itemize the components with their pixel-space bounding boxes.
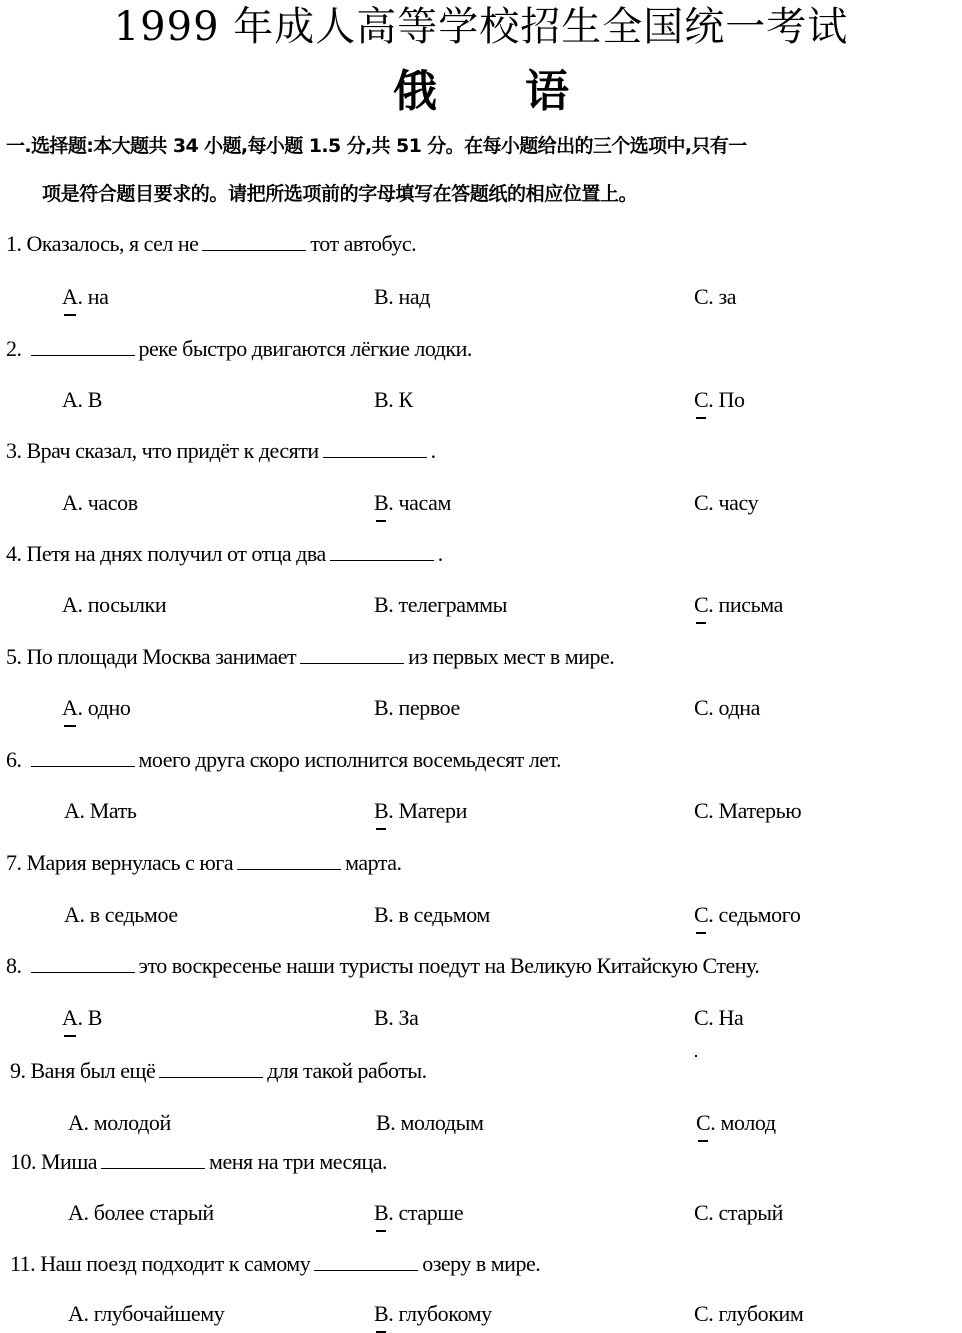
question-text: марта. [345, 850, 402, 875]
option-letter: B [374, 387, 389, 412]
option-letter-marked: A [62, 1005, 78, 1030]
option-text: . часу [708, 490, 759, 515]
option-letter-marked: A [62, 695, 78, 720]
option-b [374, 591, 507, 619]
subject-char-1: 俄 [393, 66, 437, 117]
question-text: для такой работы. [267, 1058, 427, 1083]
option-b [374, 1004, 418, 1032]
question-text: Петя на днях получил от отца два [26, 541, 326, 566]
option-c [694, 591, 783, 619]
option-text: . за [708, 284, 737, 309]
question-6 [6, 746, 561, 774]
option-a [62, 283, 108, 311]
question-text: реке быстро двигаются лёгкие лодки. [138, 336, 472, 361]
option-letter: C [694, 798, 709, 823]
option-letter: B [374, 592, 389, 617]
option-letter: C [694, 490, 709, 515]
question-text: Мария вернулась с юга [26, 850, 234, 875]
option-text: . в седьмом [388, 902, 490, 927]
question-text: из первых мест в мире. [408, 644, 615, 669]
option-letter: C [694, 695, 709, 720]
option-text: . Матери [388, 798, 467, 823]
question-number: 10. [10, 1149, 41, 1174]
option-a [64, 901, 178, 929]
option-text: . молодой [83, 1110, 171, 1135]
option-text: . более старый [83, 1200, 214, 1225]
question-text: По площади Москва занимает [26, 644, 297, 669]
question-number: 3. [6, 438, 27, 463]
option-b [374, 386, 413, 414]
option-letter: B [376, 1110, 391, 1135]
question-number: 7. [6, 850, 27, 875]
option-text: . посылки [77, 592, 167, 617]
option-b [374, 283, 430, 311]
option-letter-marked: C [694, 902, 709, 927]
option-a [68, 1300, 224, 1328]
option-text: . Матерью [708, 798, 802, 823]
option-text: . За [388, 1005, 419, 1030]
option-a [68, 1199, 214, 1227]
option-letter-marked: B [374, 1200, 389, 1225]
option-text: . на [77, 284, 109, 309]
option-text: . В [77, 387, 102, 412]
option-letter: C [694, 1301, 709, 1326]
question-text: это воскресенье наши туристы поедут на Великую Китайскую Стену. [138, 953, 760, 978]
question-number: 4. [6, 541, 27, 566]
option-letter-marked: C [696, 1110, 711, 1135]
exam-title: 1999 年成人高等学校招生全国统一考试 [113, 4, 849, 50]
option-c [696, 1109, 776, 1137]
question-text: тот автобус. [310, 231, 417, 256]
option-text: . молодым [390, 1110, 484, 1135]
option-letter: A [68, 1200, 84, 1225]
option-c [694, 489, 758, 517]
question-10 [10, 1148, 387, 1176]
question-1 [6, 230, 416, 258]
option-letter: A [62, 490, 78, 515]
option-c [694, 1199, 783, 1227]
option-text: . седьмого [708, 902, 801, 927]
question-11 [10, 1250, 540, 1278]
option-b [374, 489, 451, 517]
question-text: . [430, 438, 436, 463]
option-a [62, 1004, 102, 1032]
question-text: меня на три месяца. [209, 1149, 387, 1174]
option-letter-marked: B [374, 798, 389, 823]
option-letter-marked: B [374, 490, 389, 515]
option-text: . На [708, 1005, 744, 1030]
answer-blank [202, 232, 306, 251]
question-text: Врач сказал, что придёт к десяти [26, 438, 319, 463]
option-text: . молод [710, 1110, 776, 1135]
answer-blank [31, 337, 135, 356]
question-text: озеру в мире. [422, 1251, 541, 1276]
question-number: 1. [6, 231, 27, 256]
option-text: . одно [77, 695, 131, 720]
option-b [374, 1300, 492, 1328]
question-4 [6, 540, 443, 568]
answer-blank [31, 954, 135, 973]
option-letter-marked: C [694, 387, 709, 412]
question-5 [6, 643, 614, 671]
option-text: . старый [708, 1200, 784, 1225]
option-text: . К [388, 387, 413, 412]
option-text: . в седьмое [79, 902, 178, 927]
answer-blank [237, 851, 341, 870]
option-letter-marked: B [374, 1301, 389, 1326]
option-text: . первое [388, 695, 460, 720]
question-number: 9. [10, 1058, 31, 1083]
question-text: . [437, 541, 443, 566]
question-number: 6. [6, 747, 27, 772]
answer-blank [300, 645, 404, 664]
option-b [376, 1109, 484, 1137]
option-letter: A [62, 592, 78, 617]
option-a [62, 694, 130, 722]
option-a [62, 489, 138, 517]
option-letter: A [68, 1110, 84, 1135]
option-text: . письма [708, 592, 783, 617]
option-c [694, 1004, 743, 1032]
question-8 [6, 952, 759, 980]
option-b [374, 797, 467, 825]
option-letter: C [694, 1200, 709, 1225]
option-letter: A [64, 798, 80, 823]
question-2 [6, 335, 472, 363]
option-letter-marked: C [694, 592, 709, 617]
answer-blank [330, 542, 434, 561]
section-instruction-line1: 一.选择题:本大题共 34 小题,每小题 1.5 分,共 51 分。在每小题给出的三个选项中,只有一 [6, 135, 747, 157]
option-text: . В [77, 1005, 102, 1030]
option-a [68, 1109, 171, 1137]
option-c [694, 797, 801, 825]
question-text: Оказалось, я сел не [26, 231, 199, 256]
option-b [374, 1199, 463, 1227]
option-c [694, 283, 736, 311]
answer-blank [159, 1059, 263, 1078]
option-text: . глубоким [708, 1301, 804, 1326]
option-text: . старше [388, 1200, 464, 1225]
option-letter: B [374, 695, 389, 720]
option-letter: C [694, 1005, 709, 1030]
answer-blank [323, 439, 427, 458]
answer-blank [31, 748, 135, 767]
option-letter-marked: A [62, 284, 78, 309]
option-text: . Мать [79, 798, 137, 823]
option-a [62, 591, 166, 619]
option-c [694, 386, 745, 414]
question-number: 5. [6, 644, 27, 669]
question-number: 2. [6, 336, 27, 361]
option-c [694, 901, 800, 929]
option-text: . глубочайшему [83, 1301, 225, 1326]
question-text: Миша [41, 1149, 98, 1174]
question-text: моего друга скоро исполнится восемьдесят лет. [138, 747, 562, 772]
subject-char-2: 语 [525, 66, 569, 117]
answer-blank [101, 1150, 205, 1169]
question-3 [6, 437, 436, 465]
question-text: Наш поезд подходит к самому [40, 1251, 311, 1276]
option-text: . По [708, 387, 745, 412]
option-letter: B [374, 284, 389, 309]
answer-blank [314, 1252, 418, 1271]
question-number: 11. [10, 1251, 41, 1276]
option-letter: B [374, 1005, 389, 1030]
subject-heading [0, 64, 962, 120]
option-text: . одна [708, 695, 760, 720]
option-text: . часам [388, 490, 452, 515]
question-number: 8. [6, 953, 27, 978]
option-letter: A [68, 1301, 84, 1326]
option-c [694, 1300, 803, 1328]
option-letter: A [62, 387, 78, 412]
option-letter: A [64, 902, 80, 927]
question-7 [6, 849, 401, 877]
option-a [64, 797, 137, 825]
option-text: . глубокому [388, 1301, 492, 1326]
option-a [62, 386, 102, 414]
question-9 [10, 1057, 427, 1085]
option-text: . над [388, 284, 431, 309]
option-text: . часов [77, 490, 138, 515]
option-text: . телеграммы [388, 592, 508, 617]
question-text: Ваня был ещё [30, 1058, 156, 1083]
option-c [694, 694, 760, 722]
stray-mark [695, 1055, 697, 1057]
option-b [374, 901, 490, 929]
option-b [374, 694, 460, 722]
option-letter: B [374, 902, 389, 927]
section-instruction-line2: 项是符合题目要求的。请把所选项前的字母填写在答题纸的相应位置上。 [42, 183, 638, 205]
option-letter: C [694, 284, 709, 309]
